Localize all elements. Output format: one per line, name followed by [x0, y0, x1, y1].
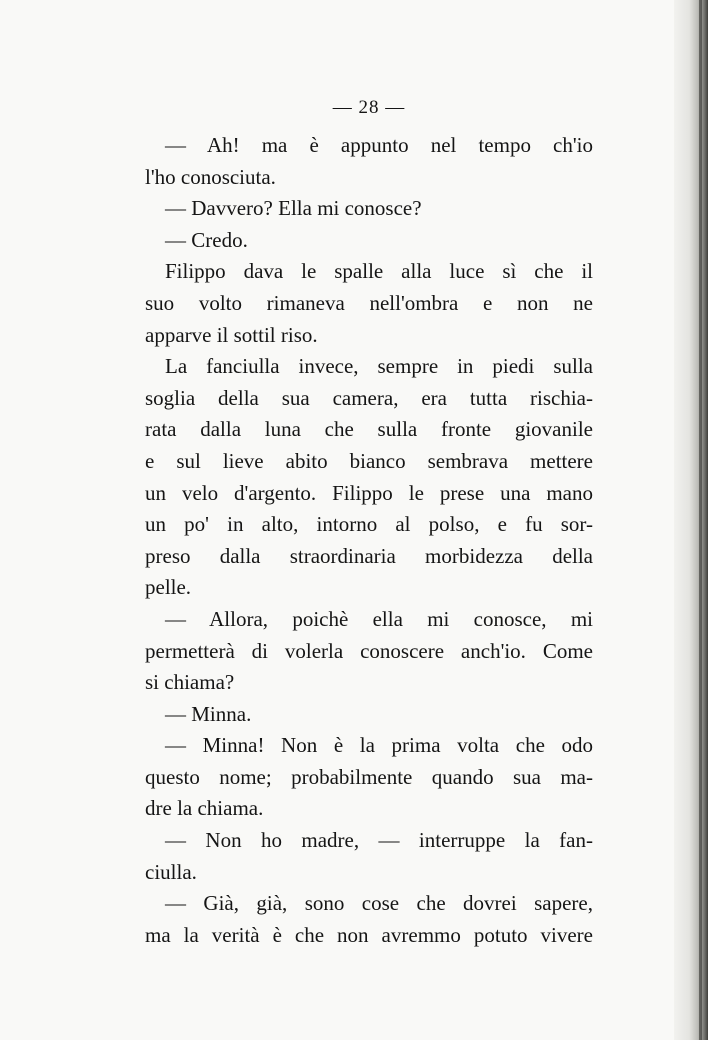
text-line: si chiama?: [145, 670, 235, 695]
text-line: soglia della sua camera, era tutta rischia-: [145, 385, 593, 410]
text-line: permetterà di volerla conoscere anch'io. Come: [145, 638, 593, 663]
text-line: — Credo.: [165, 227, 248, 252]
text-line: La fanciulla invece, sempre in piedi sulla: [165, 354, 593, 379]
text-line: dre la chiama.: [145, 796, 264, 821]
text-line: un po' in alto, intorno al polso, e fu sor-: [145, 512, 593, 537]
text-line: l'ho conosciuta.: [145, 164, 276, 189]
text-line: questo nome; probabilmente quando sua ma-: [145, 764, 593, 789]
text-line: — Minna.: [165, 701, 252, 726]
text-line: ciulla.: [145, 859, 197, 884]
text-line: Filippo dava le spalle alla luce sì che il: [165, 259, 593, 284]
text-line: — Minna! Non è la prima volta che odo: [165, 733, 593, 758]
text-line: suo volto rimaneva nell'ombra e non ne: [145, 290, 593, 315]
text-line: — Davvero? Ella mi conosce?: [165, 196, 422, 221]
text-line: ma la verità è che non avremmo potuto vivere: [145, 922, 593, 947]
text-line: rata dalla luna che sulla fronte giovanile: [145, 417, 593, 442]
page-number: — 28 —: [332, 97, 406, 118]
text-line: preso dalla straordinaria morbidezza della: [145, 543, 593, 568]
text-line: e sul lieve abito bianco sembrava mettere: [145, 448, 593, 473]
body-text: [145, 130, 593, 951]
page-edge-line: [699, 0, 702, 1040]
text-line: — Già, già, sono cose che dovrei sapere,: [165, 891, 593, 916]
page-gutter-shadow: [674, 0, 708, 1040]
text-line: pelle.: [145, 575, 192, 600]
text-block: [145, 92, 593, 951]
text-line: un velo d'argento. Filippo le prese una mano: [145, 480, 593, 505]
text-line: — Non ho madre, — interruppe la fan-: [165, 828, 593, 853]
text-line: — Allora, poichè ella mi conosce, mi: [165, 606, 593, 631]
text-line: apparve il sottil riso.: [145, 322, 318, 347]
text-line: — Ah! ma è appunto nel tempo ch'io: [165, 133, 593, 157]
